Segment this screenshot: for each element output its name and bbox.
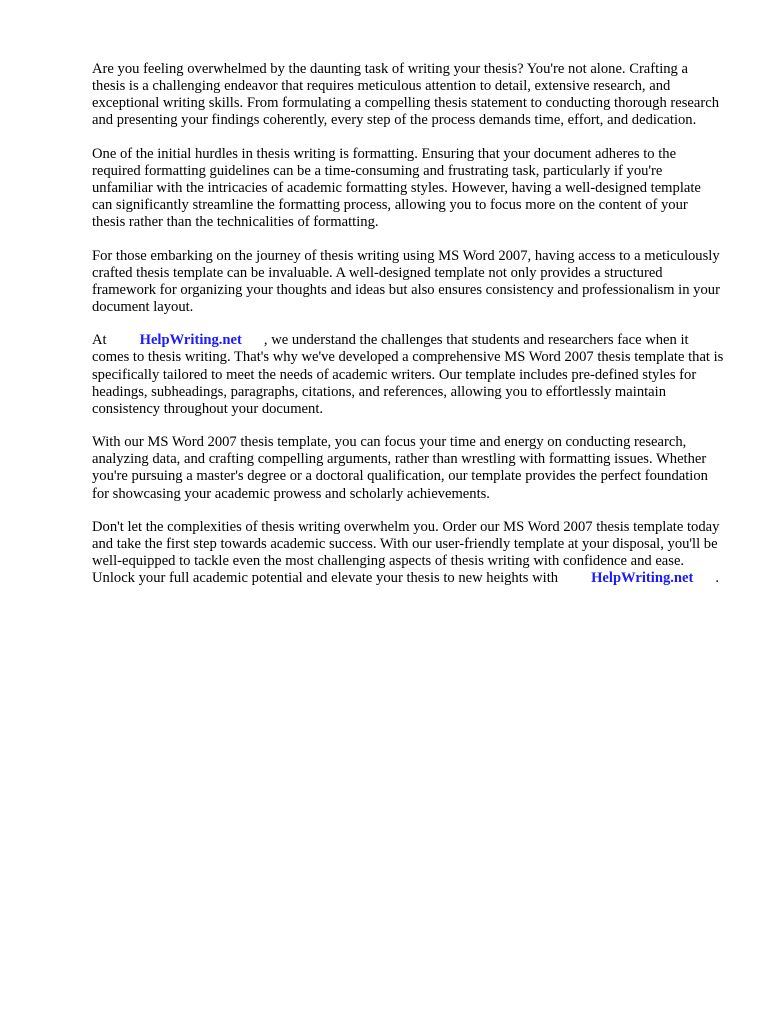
paragraph-formatting: One of the initial hurdles in thesis writing is formatting. Ensuring that your document adheres to the required formatting guidelines can be a time-consuming and frustrating task, particularly if you're unfamiliar with the intricacies of academic formatting styles. However, having a well-designed template can significantly streamline the formatting process, allowing you to focus more on the content of your thesis rather than the technicalities of formatting. bbox=[92, 145, 701, 231]
paragraph-closing-text: Don't let the complexities of thesis writing overwhelm you. Order our MS Word 2007 thesis template today and take the first step towards academic success. With our user-friendly template at your disposal, you'll be well-equipped to tackle even the most challenging aspects of thesis writing with confidence and ease. Unlock your full academic potential and elevate your thesis to new heights with bbox=[92, 519, 720, 587]
helpwriting-link-closing[interactable]: HelpWriting.net bbox=[591, 570, 694, 587]
paragraph-helpwriting bbox=[92, 332, 724, 417]
paragraph-helpwriting-lead: At bbox=[92, 332, 107, 349]
paragraph-closing bbox=[92, 519, 724, 587]
paragraph-ms-word: For those embarking on the journey of thesis writing using MS Word 2007, having access to a meticulously crafted thesis template can be invaluable. A well-designed template not only provides a structured framework for organizing your thoughts and ideas but also ensures consistency and professionalism in your document layout. bbox=[92, 247, 720, 315]
paragraph-helpwriting-rest: , we understand the challenges that students and researchers face when it comes to thesis writing. That's why we've developed a comprehensive MS Word 2007 thesis template that is specifically tailored to meet the needs of academic writers. Our template includes pre-defined styles for headings, subheadings, paragraphs, citations, and references, allowing you to effortlessly maintain consistency throughout your document. bbox=[92, 332, 724, 417]
paragraph-closing-period: . bbox=[715, 570, 720, 587]
paragraph-template-benefits: With our MS Word 2007 thesis template, you can focus your time and energy on conducting research, analyzing data, and crafting compelling arguments, rather than wrestling with formatting issues. Whether you're pursuing a master's degree or a doctoral qualification, our template provides the perfect foundation for showcasing your academic prowess and scholarly achievements. bbox=[92, 434, 708, 502]
document-body bbox=[92, 61, 724, 604]
paragraph-intro: Are you feeling overwhelmed by the daunting task of writing your thesis? You're not alone. Crafting a thesis is a challenging endeavor that requires meticulous attention to detail, extensive research, and exceptional writing skills. From formulating a compelling thesis statement to conducting thorough research and presenting your findings coherently, every step of the process demands time, effort, and dedication. bbox=[92, 61, 719, 129]
helpwriting-link[interactable]: HelpWriting.net bbox=[139, 332, 242, 349]
